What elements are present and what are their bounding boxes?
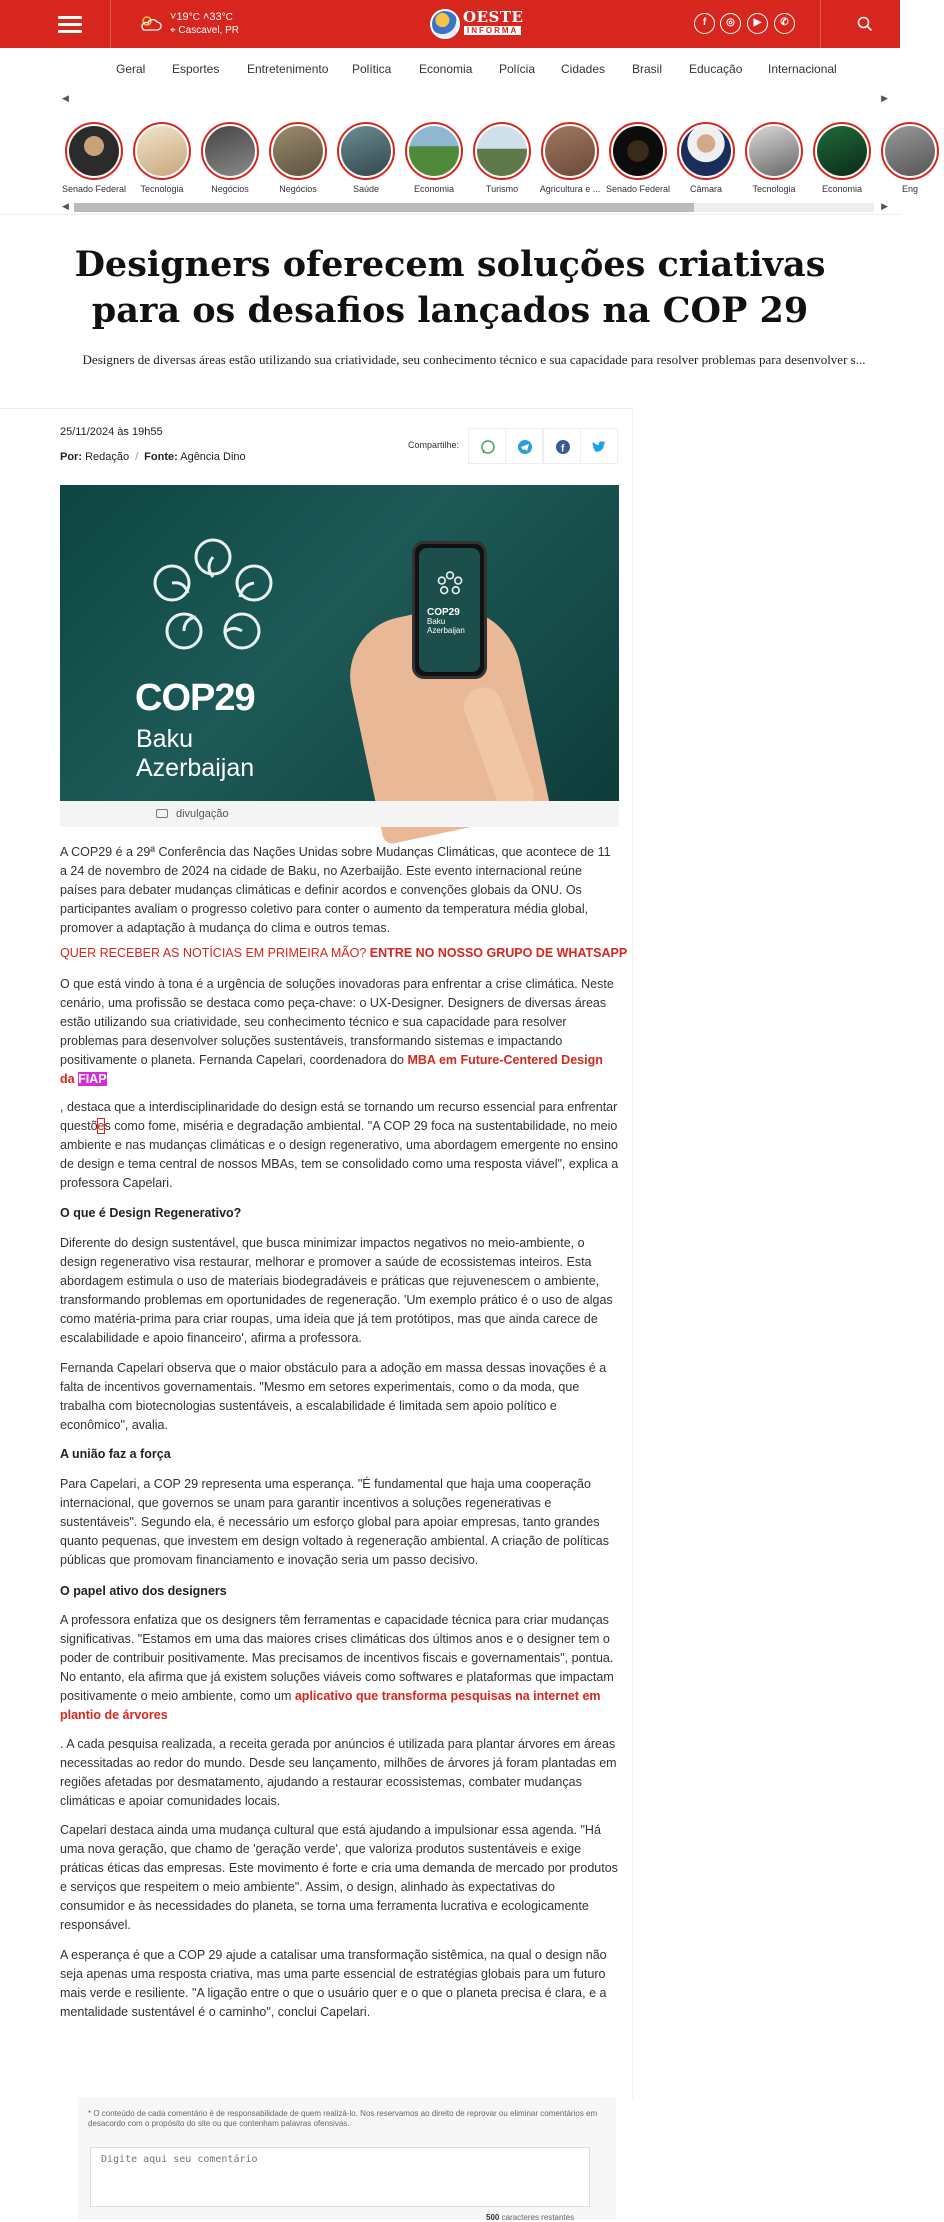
char-count-label: caracteres restantes [501,2213,575,2222]
share-telegram-button[interactable] [505,428,543,464]
story-thumbnail [817,126,867,176]
cop29-location [136,725,254,783]
caption-text: divulgação [176,808,229,820]
char-count-value: 500 [486,2213,500,2222]
cop29-emblem-icon [138,535,288,665]
story-item[interactable] [196,120,264,194]
article-title: Designers oferecem soluções criativas para os desafios lançados na COP 29 [74,244,826,331]
temp-max: 33 [209,11,222,23]
whatsapp-group-link[interactable]: ENTRE NO NOSSO GRUPO DE WHATSAPP [369,946,628,960]
story-item[interactable] [128,120,196,194]
chevron-right-icon[interactable]: ▶ [881,93,888,103]
location-icon: ⌖ [170,25,176,36]
story-item[interactable] [808,120,876,194]
story-item[interactable] [332,120,400,194]
category-nav [0,58,900,82]
comment-input[interactable] [90,2147,590,2207]
story-item[interactable] [876,120,944,194]
temp-min-arrow: ˅ [170,11,177,23]
svg-text:f: f [561,443,565,455]
nav-item-economia[interactable]: Economia [419,62,473,76]
nav-item-cidades[interactable]: Cidades [561,62,606,76]
story-thumbnail [477,126,527,176]
story-ring [405,122,463,180]
telegram-icon [517,439,533,455]
story-label: Negócios [211,184,249,194]
article-byline [60,451,246,463]
byline-separator: / [135,451,139,463]
story-label: Economia [821,184,863,194]
text-cursor-highlight: e [97,1119,105,1133]
story-label: Tecnologia [140,184,184,194]
paragraph: Capelari destaca ainda uma mudança cultural que está ajudando a impulsionar essa agenda. "Há uma nova geração, que chamo de 'geração verde', que valoriza produtos sustentáveis e exige práticas éticas das empresas. Este movimento é forte e cria uma demanda de mercado por produtos e serviços que respeitem o meio ambiente". Assim, o design, alinhado às expectativas do consumidor e às necessidades do planeta, se torna uma ferramenta lucrativa e ecologicamente responsável. [60,1823,618,1932]
search-icon[interactable] [856,15,874,33]
divider [0,214,900,215]
cop29-title: COP29 [135,677,255,719]
nav-item-educacao[interactable]: Educação [689,62,743,76]
temp-unit: °C [188,12,200,23]
story-item[interactable] [60,120,128,194]
article-author: Redação [85,451,130,463]
story-ring [337,122,395,180]
cta-text: QUER RECEBER AS NOTÍCIAS EM PRIMEIRA MÃO? [60,946,367,960]
facebook-icon [555,439,571,455]
paragraph: A esperança é que a COP 29 ajude a catalisar uma transformação sistêmica, na qual o design não seja apenas uma resposta criativa, mas uma parte essencial de estratégias globais para um futuro mais verde e resiliente. "A ligação entre o que o usuário quer e o que o planeta precisa é clara, e a mentalidade sustentável é o caminho", conclui Capelari. [60,1948,607,2019]
story-item[interactable] [536,120,604,194]
tree-app-link[interactable]: aplicativo que transforma pesquisas na internet em plantio de árvores [60,1689,601,1722]
story-thumbnail [409,126,459,176]
nav-item-politica[interactable]: Política [352,62,392,76]
story-label: Economia [413,184,455,194]
stories-carousel [0,120,918,195]
paragraph [60,1611,620,1725]
temp-min: 19 [176,11,189,23]
story-ring [473,122,531,180]
story-ring [65,122,123,180]
phone-cop29: COP29 [427,607,460,618]
youtube-icon[interactable]: ▶ [747,13,768,34]
story-thumbnail [137,126,187,176]
story-thumbnail [885,126,935,176]
story-ring [677,122,735,180]
share-facebook-button[interactable] [543,428,581,464]
cop29-emblem-icon [435,570,465,598]
phone-country: Azerbaijan [427,626,465,635]
paragraph: . A cada pesquisa realizada, a receita gerada por anúncios é utilizada para plantar árvores em áreas necessitadas ao redor do mundo. Desde seu lançamento, milhões de árvores já foram plantadas em regiões afetadas por desmatamento, ajudando a restaurar ecossistemas, combater mudanças climáticas e apoiar comunidades locais. [60,1737,617,1808]
paragraph: Para Capelari, a COP 29 representa uma esperança. "É fundamental que haja uma cooperação internacional, que governos se unam para garantir incentivos a soluções regenerativas e sustentáveis". Segundo ela, é necessário um esforço global para apoiar empresas, tanto grandes quanto pequenas, que investem em design voltado à regeneração ambiental. A criação de políticas públicas que promovam financiamento e inovação seria um passo decisivo. [60,1477,609,1567]
comments-section [78,2097,616,2220]
story-label: Tecnologia [752,184,796,194]
story-item[interactable] [264,120,332,194]
story-item[interactable] [740,120,808,194]
instagram-icon[interactable]: ◎ [720,13,741,34]
phone-city: Baku [427,617,446,626]
article-image[interactable] [60,485,619,801]
share-twitter-button[interactable] [580,428,618,464]
globe-icon [430,9,460,39]
nav-item-internacional[interactable]: Internacional [768,62,837,76]
header-divider [110,0,111,48]
story-thumbnail [341,126,391,176]
cop29-city: Baku [136,725,193,753]
chevron-left-icon[interactable]: ◀ [62,201,69,211]
city-name: Cascavel, PR [178,25,239,36]
story-thumbnail [205,126,255,176]
chevron-left-icon[interactable]: ◀ [62,93,69,103]
paragraph-text: , destaca que a interdisciplinaridade do design está se tornando um recurso essencial para enfrentar questõ [60,1100,618,1133]
story-item[interactable] [400,120,468,194]
article-subtitle: Designers de diversas áreas estão utilizando sua criatividade, seu conhecimento técnico e sua capacidade para resolver problemas para desenvolver s... [82,352,866,367]
whatsapp-icon [480,439,496,455]
header-divider [820,0,821,48]
story-item[interactable] [604,120,672,194]
article-date: 25/11/2024 às 19h55 [60,426,163,438]
story-thumbnail [749,126,799,176]
story-ring [269,122,327,180]
story-thumbnail [681,126,731,176]
nav-item-esportes[interactable]: Esportes [172,62,220,76]
story-label: Turismo [485,184,519,194]
whatsapp-icon[interactable]: ✆ [774,13,795,34]
image-caption [60,801,619,827]
story-label: Saúde [352,184,380,194]
source-label: Fonte: [144,451,178,463]
logo-sub: INFORMA [464,26,521,35]
story-ring [609,122,667,180]
story-item[interactable] [468,120,536,194]
nav-item-brasil[interactable]: Brasil [632,62,663,76]
story-label: Câmara [689,184,722,194]
section-heading: A união faz a força [60,1447,171,1461]
paragraph: Fernanda Capelari observa que o maior obstáculo para a adoção em massa dessas inovações é a falta de incentivos governamentais. "Mesmo em setores experimentais, como o da moda, que trabalha com biotecnologias sustentáveis, a escalabilidade é limitada sem apoio político e econômico", avalia. [60,1361,607,1432]
temp-max-arrow: ˄ [202,11,210,23]
stories-scrollbar[interactable] [62,201,888,213]
story-ring [813,122,871,180]
nav-item-policia[interactable]: Polícia [499,62,536,76]
paragraph: Diferente do design sustentável, que busca minimizar impactos negativos no meio-ambiente, o design regenerativo visa restaurar, melhorar e promover a saúde de ecossistemas inteiros. Esta abordagem estimula o uso de materiais biodegradáveis e práticas que rejuvenescem o ambiente, transformando problemas em oportunidades de regeneração. 'Um exemplo prático é o uso de algas como matéria-prima para criar roupas, uma ideia que já tem protótipos, mas que ainda carece de escalabilidade e apoio financeiro', afirma a professora. [60,1236,613,1345]
menu-icon[interactable] [58,16,82,34]
twitter-icon [592,439,608,455]
story-ring [881,122,939,180]
article-source: Agência Dino [180,451,246,463]
story-ring [133,122,191,180]
story-thumbnail [613,126,663,176]
story-ring [745,122,803,180]
paragraph-text: s como fome, miséria e degradação ambiental. "A COP 29 foca na sustentabilidade, no meio ambiente e nas mudanças climáticas e o design regenerativo, uma abordagem emergente no ensino de design e tema central de nossos MBAs, tem se consolidado como uma resposta viável", explica a professora Capelari. [60,1119,619,1190]
whatsapp-cta [60,946,627,960]
fiap-link[interactable]: FIAP [78,1072,107,1086]
temperature [170,11,233,23]
mba-link[interactable]: MBA em Future-Centered Design da [60,1053,603,1086]
phone-text [427,608,465,635]
story-label: Senado Federal [61,184,127,194]
story-ring [201,122,259,180]
story-label: Agricultura e ... [539,184,601,194]
story-label: Negócios [279,184,317,194]
section-heading: O que é Design Regenerativo? [60,1206,242,1220]
partly-cloudy-icon [138,14,162,32]
comment-disclaimer: * O conteúdo de cada comentário é de responsabilidade de quem realizá-lo. Nos reservamos ao direito de reprovar ou eliminar comentários em desacordo com o propósito do site ou que contenham palavras ofensivas. [88,2109,598,2128]
char-counter [486,2213,574,2222]
camera-icon [156,809,168,818]
share-label: Compartilhe: [408,440,460,450]
scrollbar-thumb[interactable] [74,203,694,212]
share-whatsapp-button[interactable] [468,428,506,464]
top-header [0,0,900,48]
chevron-right-icon[interactable]: ▶ [881,201,888,211]
paragraph-text: O que está vindo à tona é a urgência de soluções inovadoras para enfrentar a crise climática. Neste cenário, uma profissão se destaca como peça-chave: o UX-Designer. Designers de diversas áreas estão utilizando sua criatividade, seu conhecimento técnico e sua capacidade para resolver problemas para desenvolver soluções sustentáveis, transformando sistemas e impactando positivamente o planeta. Fernanda Capelari, coordenadora do [60,977,614,1067]
logo-name: OESTE [463,8,524,26]
story-label: Senado Federal [605,184,671,194]
story-item[interactable] [672,120,740,194]
nav-scroll [62,93,888,105]
story-label: Eng [901,184,918,194]
byline-label: Por: [60,451,82,463]
paragraph [60,975,620,1089]
section-heading: O papel ativo dos designers [60,1584,227,1598]
paragraph [60,1098,620,1193]
temp-unit: °C [221,12,233,23]
story-ring [541,122,599,180]
story-thumbnail [69,126,119,176]
weather-city [170,25,239,36]
story-thumbnail [273,126,323,176]
cop29-country: Azerbaijan [136,754,255,782]
paragraph-text: A professora enfatiza que os designers têm ferramentas e capacidade técnica para criar mudanças significativas. "Estamos em uma das maiores crises climáticas dos últimos anos e o designer tem o poder de contribuir positivamente. Mas precisamos de incentivos fiscais e governamentais", pontua. No entanto, ela afirma que já existem soluções viáveis como softwares e plataformas que impactam positivamente o meio ambiente, como um [60,1613,614,1703]
nav-item-geral[interactable]: Geral [116,62,146,76]
story-thumbnail [545,126,595,176]
phone-screen [419,548,480,672]
phone-shape [412,541,487,679]
paragraph: A COP29 é a 29ª Conferência das Nações Unidas sobre Mudanças Climáticas, que acontece de 11 a 24 de novembro de 2024 na cidade de Baku, no Azerbaijão. Este evento internacional reúne países para debater mudanças climáticas e definir acordos e convenções globais da ONU. Os participantes avaliam o progresso coletivo para conter o aumento da temperatura média global, promover a adaptação à mudança do clima e outros temas. [60,845,611,935]
facebook-icon[interactable]: f [694,13,715,34]
nav-item-entretenimento[interactable]: Entretenimento [247,62,329,76]
